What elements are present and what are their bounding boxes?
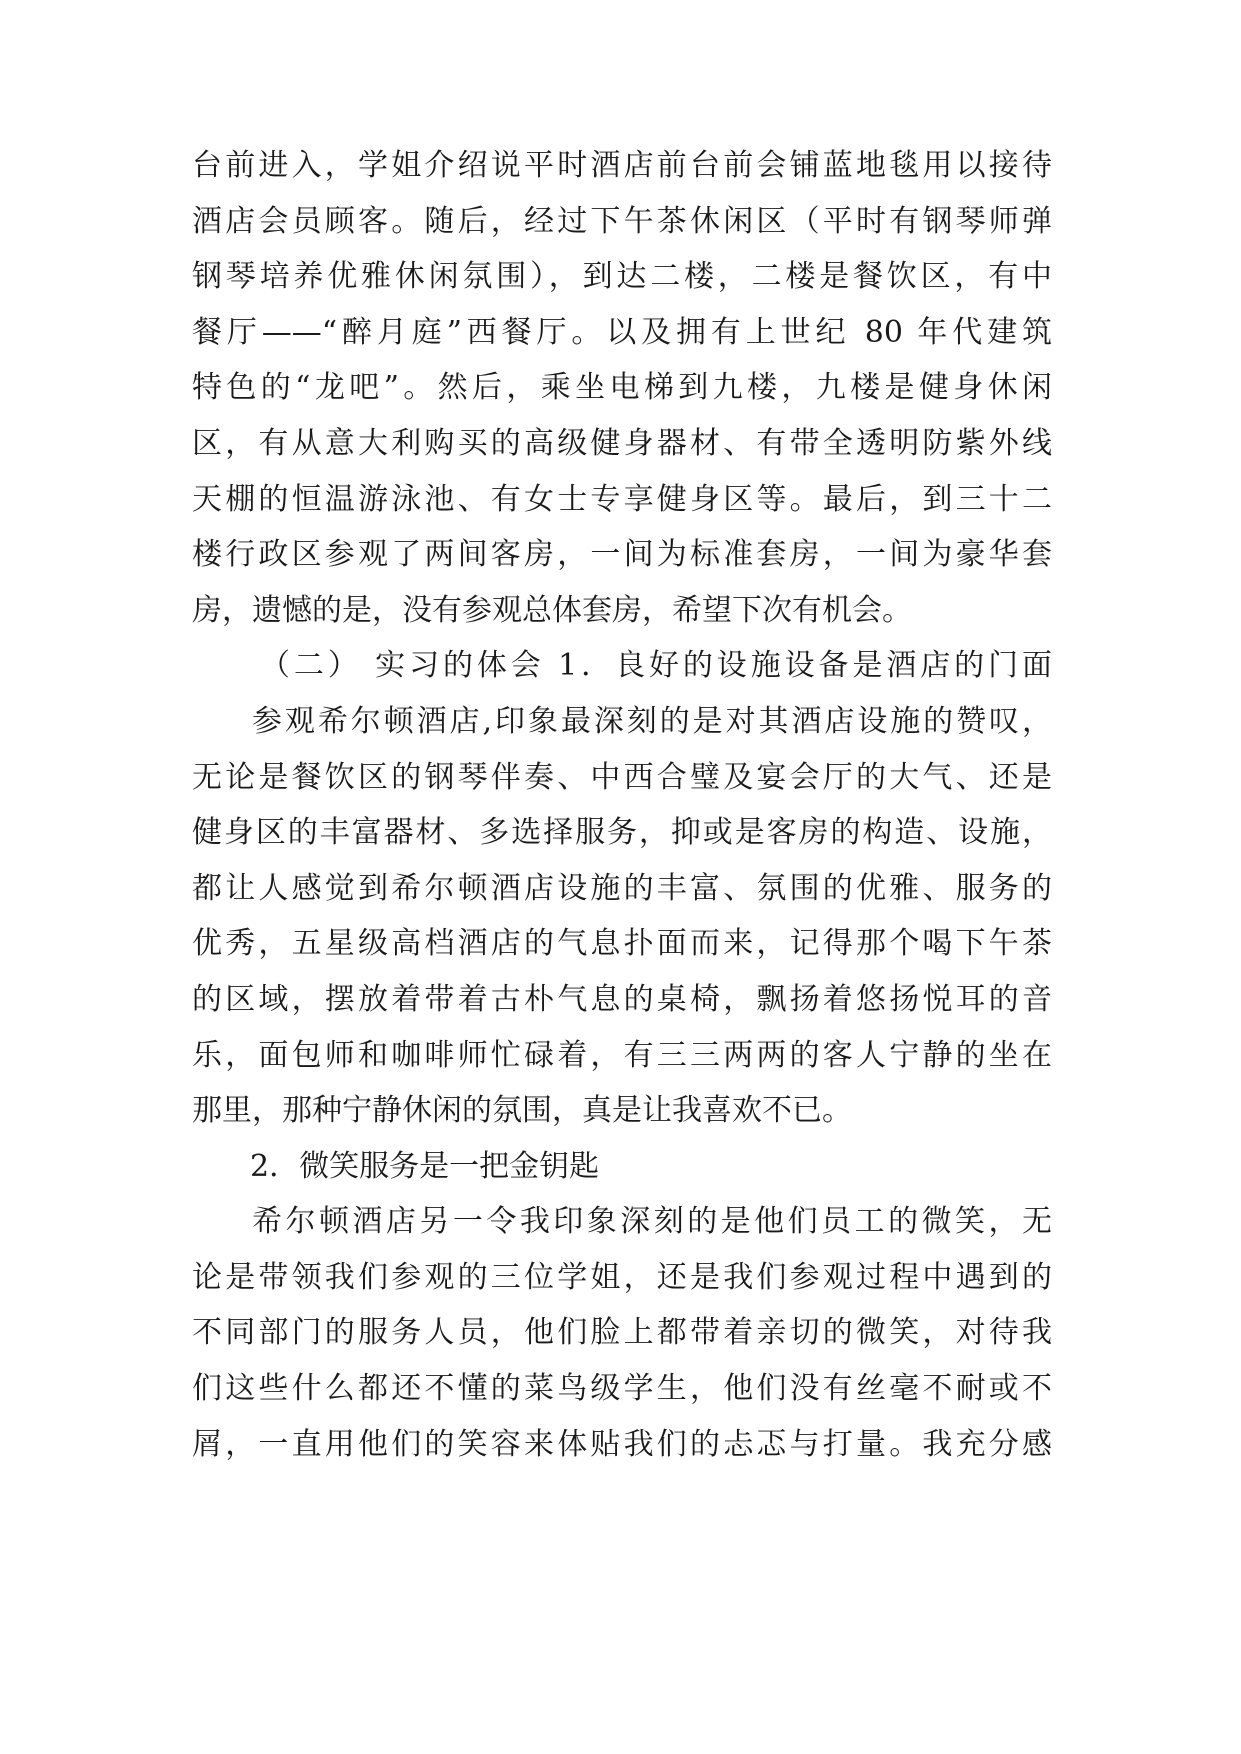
text-line: 的区域，摆放着带着古朴气息的桌椅，飘扬着悠扬悦耳的音 xyxy=(192,981,1052,1017)
text-line: 特色的“龙吧”。然后，乘坐电梯到九楼，九楼是健身休闲 xyxy=(192,370,1052,406)
paragraph-start: 参观希尔顿酒店,印象最深刻的是对其酒店设施的赞叹， xyxy=(252,703,1052,739)
subsection-heading: 2．微笑服务是一把金钥匙 xyxy=(250,1148,600,1184)
section-heading: （二） 实习的体会 1．良好的设施设备是酒店的门面 xyxy=(260,648,1052,684)
text-line: 钢琴培养优雅休闲氛围），到达二楼，二楼是餐饮区，有中 xyxy=(192,259,1052,295)
text-line: 们这些什么都还不懂的菜鸟级学生，他们没有丝毫不耐或不 xyxy=(192,1371,1052,1407)
text-line: 屑，一直用他们的笑容来体贴我们的忐忑与打量。我充分感 xyxy=(192,1426,1052,1462)
text-line: 不同部门的服务人员，他们脸上都带着亲切的微笑，对待我 xyxy=(192,1315,1052,1351)
text-line: 楼行政区参观了两间客房，一间为标准套房，一间为豪华套 xyxy=(192,537,1052,573)
text-line: 论是带领我们参观的三位学姐，还是我们参观过程中遇到的 xyxy=(192,1259,1052,1295)
text-line: 乐，面包师和咖啡师忙碌着，有三三两两的客人宁静的坐在 xyxy=(192,1037,1052,1073)
text-line: 台前进入，学姐介绍说平时酒店前台前会铺蓝地毯用以接待 xyxy=(192,148,1052,183)
paragraph-start: 希尔顿酒店另一令我印象深刻的是他们员工的微笑，无 xyxy=(252,1204,1052,1240)
text-line: 无论是餐饮区的钢琴伴奏、中西合璧及宴会厅的大气、还是 xyxy=(192,759,1052,795)
body-text xyxy=(192,138,1052,1472)
text-line: 天棚的恒温游泳池、有女士专享健身区等。最后，到三十二 xyxy=(192,481,1052,517)
text-line: 优秀，五星级高档酒店的气息扑面而来，记得那个喝下午茶 xyxy=(192,926,1052,962)
text-line: 区，有从意大利购买的高级健身器材、有带全透明防紫外线 xyxy=(192,425,1052,461)
text-line: 酒店会员顾客。随后，经过下午茶休闲区（平时有钢琴师弹 xyxy=(192,203,1052,239)
text-line: 房，遗憾的是，没有参观总体套房，希望下次有机会。 xyxy=(192,592,912,628)
text-line: 那里，那种宁静休闲的氛围，真是让我喜欢不已。 xyxy=(192,1093,852,1129)
text-line: 都让人感觉到希尔顿酒店设施的丰富、氛围的优雅、服务的 xyxy=(192,870,1052,906)
text-line: 健身区的丰富器材、多选择服务，抑或是客房的构造、设施， xyxy=(192,815,1052,851)
text-line: 餐厅——“醉月庭”西餐厅。以及拥有上世纪 80 年代建筑 xyxy=(192,314,1052,350)
